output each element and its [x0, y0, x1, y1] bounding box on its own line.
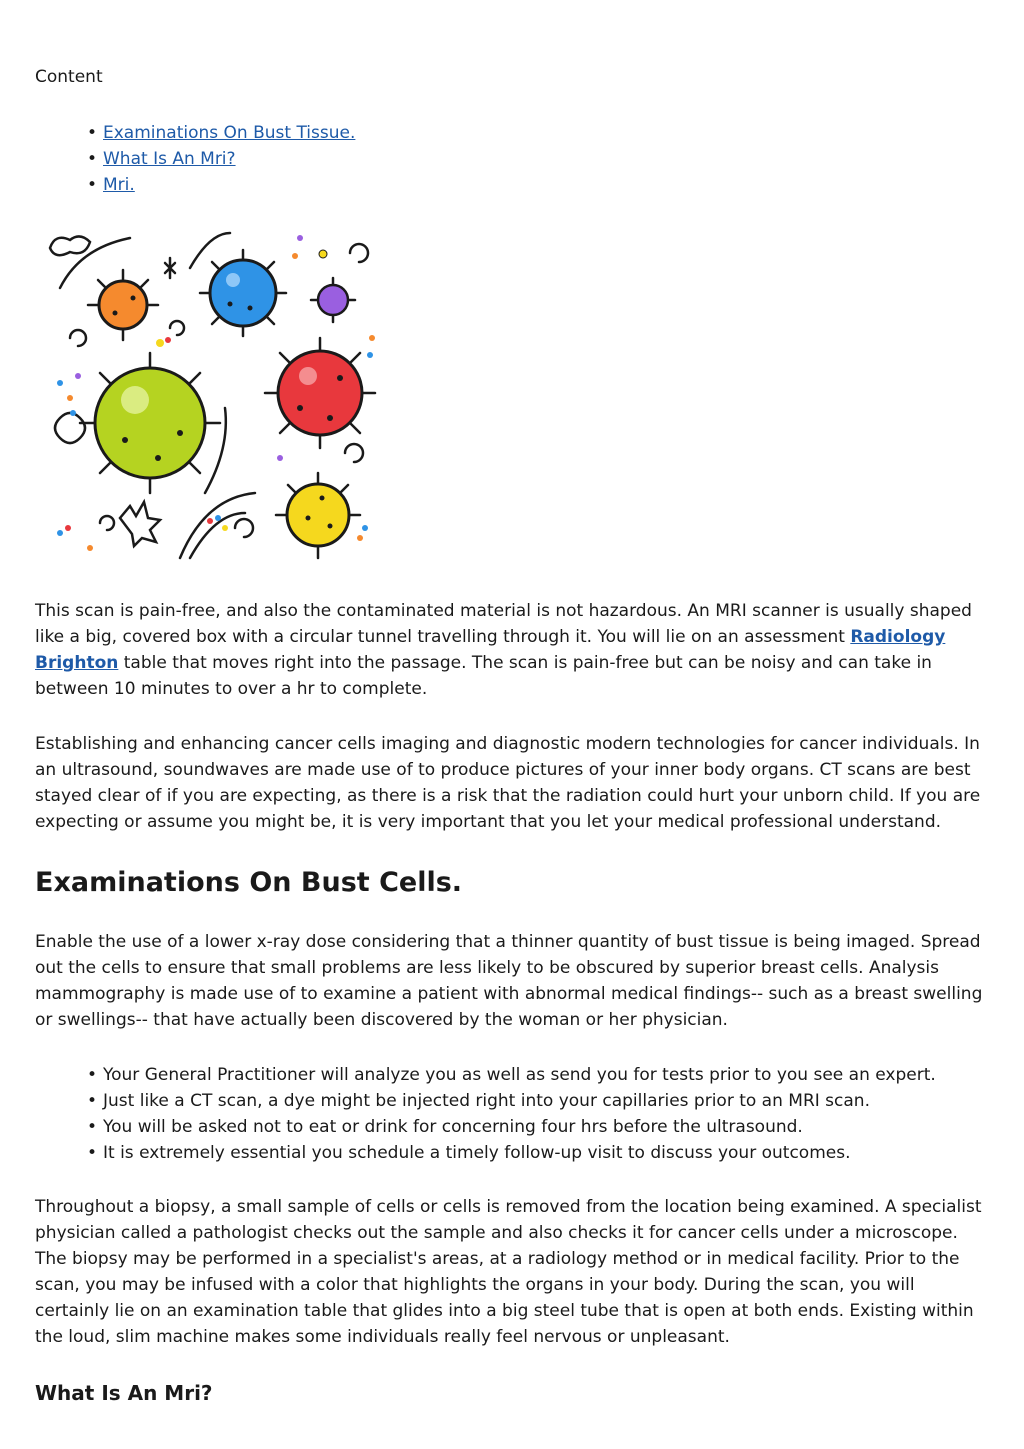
virus-cells-illustration: [40, 228, 380, 563]
paragraph-1-text-a: This scan is pain-free, and also the contaminated material is not hazardous. An MRI scanner is usually shaped like a big, covered box with a circular tunnel travelling through it. You will lie on an assessment: [35, 601, 972, 647]
list-item: • You will be asked not to eat or drink for concerning four hrs before the ultrasound.: [87, 1114, 936, 1140]
green-virus-icon: [95, 368, 205, 478]
list-item: • Your General Practitioner will analyze you as well as send you for tests prior to you see an expert.: [87, 1062, 936, 1088]
paragraph-1: [35, 598, 990, 702]
bullet-list: [87, 1062, 936, 1166]
toc-title: Content: [35, 67, 103, 87]
radiology-brighton-link[interactable]: Radiology Brighton: [35, 627, 946, 673]
virus-cells-illustration-icon: [40, 228, 380, 563]
paragraph-1-text-b: table that moves right into the passage. The scan is pain-free but can be noisy and can take in between 10 minutes to over a hr to complete.: [35, 653, 932, 699]
yellow-virus-icon: [287, 484, 349, 546]
toc-link-examinations[interactable]: Examinations On Bust Tissue.: [103, 123, 356, 143]
paragraph-3: Enable the use of a lower x-ray dose considering that a thinner quantity of bust tissue is being imaged. Spread out the cells to ensure that small problems are less likely to be obscured by superior breast cells. Analysis mammography is made use of to examine a patient with abnormal medical findings-- such as a breast swelling or swellings-- that have actually been discovered by the woman or her physician.: [35, 932, 983, 1030]
paragraph-4: Throughout a biopsy, a small sample of cells or cells is removed from the location being examined. A specialist physician called a pathologist checks out the sample and also checks it for cancer cells under a microscope. The biopsy may be performed in a specialist's areas, at a radiology method or in medical facility. Prior to the scan, you may be infused with a color that highlights the organs in your body. During the scan, you will certainly lie on an examination table that glides into a big steel tube that is open at both ends. Existing within the loud, slim machine makes some individuals really feel nervous or unpleasant.: [35, 1197, 982, 1347]
red-virus-icon: [278, 351, 362, 435]
toc-item: [87, 146, 355, 172]
toc-item: [87, 172, 355, 198]
toc-link-mri[interactable]: Mri.: [103, 175, 135, 195]
toc-link-what-is-mri[interactable]: What Is An Mri?: [103, 149, 236, 169]
paragraph-2: Establishing and enhancing cancer cells imaging and diagnostic modern technologies for cancer individuals. In an ultrasound, soundwaves are made use of to produce pictures of your inner body organs. CT scans are best stayed clear of if you are expecting, as there is a risk that the radiation could hurt your unborn child. If you are expecting or assume you might be, it is very important that you let your medical professional understand.: [35, 734, 981, 832]
section-heading-what-is-mri: What Is An Mri?: [35, 1381, 213, 1405]
section-heading-examinations: Examinations On Bust Cells.: [35, 867, 463, 898]
blue-virus-icon: [210, 260, 276, 326]
toc-item: [87, 120, 355, 146]
toc-list: [87, 120, 355, 198]
orange-virus-icon: [99, 281, 147, 329]
purple-virus-icon: [318, 285, 348, 315]
list-item: • It is extremely essential you schedule a timely follow-up visit to discuss your outcomes.: [87, 1140, 936, 1166]
list-item: • Just like a CT scan, a dye might be injected right into your capillaries prior to an MRI scan.: [87, 1088, 936, 1114]
